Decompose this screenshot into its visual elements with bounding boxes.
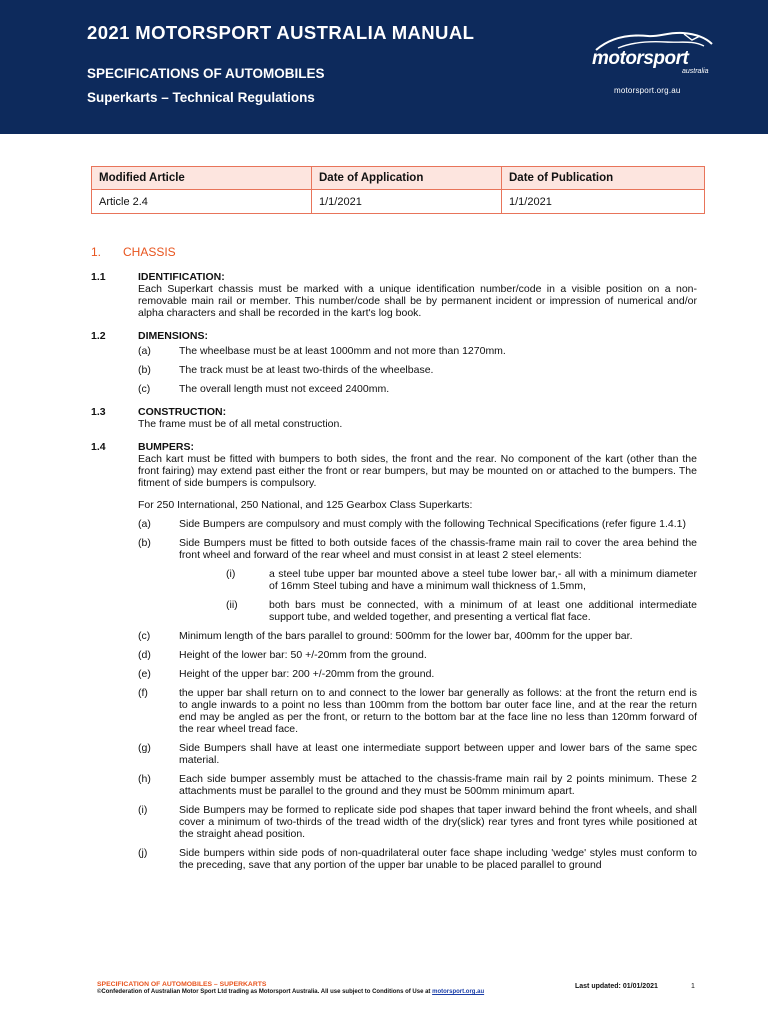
sub-list-item: [226, 599, 697, 623]
article-text: The frame must be of all metal construction.: [138, 418, 343, 430]
article-heading: [91, 406, 697, 418]
page-footer: [97, 981, 697, 995]
list-item: [138, 773, 697, 797]
article-1-2: [91, 330, 697, 395]
item-label: (a): [138, 345, 151, 357]
modified-articles-table: [91, 166, 705, 214]
item-label: (b): [138, 364, 151, 376]
item-text: Height of the upper bar: 200 +/-20mm from the ground.: [179, 668, 435, 680]
item-label: (i): [226, 568, 236, 580]
item-text: Side Bumpers must be fitted to both outside faces of the chassis-frame main rail to cover the area behind the front wheel and forward of the rear wheel and must consist in at least 2 steel elements:: [179, 537, 697, 561]
list-item: [138, 649, 697, 661]
section-number: 1.: [91, 245, 102, 259]
list-item: [138, 383, 697, 395]
item-text: Each side bumper assembly must be attached to the chassis-frame main rail by 2 points minimum. These 2 attachments must be parallel to the ground and they must be 500mm minimum apart.: [179, 773, 697, 797]
article-1-1: [91, 271, 697, 319]
table-cell: Article 2.4: [92, 190, 312, 214]
table-cell: 1/1/2021: [502, 190, 705, 214]
item-text: Height of the lower bar: 50 +/-20mm from the ground.: [179, 649, 427, 661]
item-label: (c): [138, 630, 151, 642]
list-item: [138, 630, 697, 642]
item-label: (j): [138, 847, 148, 859]
item-text: Side Bumpers shall have at least one intermediate support between upper and lower bars of the same spec material.: [179, 742, 697, 766]
table-header-cell: Modified Article: [92, 167, 312, 190]
logo-subword: australia: [682, 68, 709, 75]
article-title: CONSTRUCTION:: [138, 406, 227, 418]
table-cell: 1/1/2021: [312, 190, 502, 214]
list-item: [138, 364, 697, 376]
item-text: Side Bumpers may be formed to replicate side pod shapes that taper inward behind the front wheels, and shall cover a minimum of two-thirds of the tread width of the dry(slick) rear tyres and front tyres while positioned at the straight ahead position.: [179, 804, 697, 840]
document-body: [91, 246, 697, 882]
item-text: The overall length must not exceed 2400mm.: [179, 383, 390, 395]
spec-title: SPECIFICATIONS OF AUTOMOBILES: [87, 66, 325, 81]
site-url[interactable]: motorsport.org.au: [614, 86, 681, 95]
list-item: [138, 518, 697, 530]
item-label: (d): [138, 649, 151, 661]
list-item: [138, 537, 697, 561]
article-title: IDENTIFICATION:: [138, 271, 225, 283]
item-label: (c): [138, 383, 151, 395]
footer-doc-title: SPECIFICATION OF AUTOMOBILES – SUPERKARTS: [97, 981, 267, 988]
item-label: (f): [138, 687, 148, 699]
manual-title: 2021 MOTORSPORT AUSTRALIA MANUAL: [87, 22, 475, 43]
list-item: [138, 687, 697, 735]
section-title: CHASSIS: [123, 245, 176, 259]
motorsport-logo: [588, 30, 718, 80]
article-heading: [91, 441, 697, 453]
article-number: 1.2: [91, 330, 106, 342]
page-number: 1: [691, 983, 695, 990]
article-text: For 250 International, 250 National, and 125 Gearbox Class Superkarts:: [138, 499, 473, 511]
item-text: Side bumpers within side pods of non-quadrilateral outer face shape including 'wedge' styles must conform to the preceding, save that any portion of the upper bar unable to be placed parallel to ground: [179, 847, 697, 871]
table-header-cell: Date of Application: [312, 167, 502, 190]
article-heading: [91, 330, 697, 342]
table-header-row: [92, 167, 705, 190]
item-label: (h): [138, 773, 151, 785]
logo-wordmark: motorsport: [592, 48, 689, 69]
last-updated: Last updated: 01/01/2021: [575, 983, 658, 990]
item-label: (g): [138, 742, 151, 754]
item-label: (a): [138, 518, 151, 530]
article-number: 1.1: [91, 271, 106, 283]
article-1-3: [91, 406, 697, 430]
item-label: (i): [138, 804, 148, 816]
item-text: both bars must be connected, with a minimum of at least one additional intermediate support tube, and welded together, and presenting a vertical flat face.: [269, 599, 697, 623]
document-header: [0, 0, 768, 134]
article-title: BUMPERS:: [138, 441, 195, 453]
copyright-text: ©Confederation of Australian Motor Sport Ltd trading as Motorsport Australia. All use subject to Conditions of Use at: [97, 989, 431, 995]
conditions-link[interactable]: motorsport.org.au: [432, 989, 485, 995]
section-heading: [91, 246, 697, 258]
list-item: [138, 345, 697, 357]
list-item: [138, 668, 697, 680]
article-number: 1.4: [91, 441, 106, 453]
item-label: (e): [138, 668, 151, 680]
article-heading: [91, 271, 697, 283]
table-header-cell: Date of Publication: [502, 167, 705, 190]
list-item: [138, 804, 697, 840]
table-row: [92, 190, 705, 214]
item-text: The wheelbase must be at least 1000mm and not more than 1270mm.: [179, 345, 506, 357]
article-1-4: [91, 441, 697, 871]
item-label: (b): [138, 537, 151, 549]
sub-list-item: [226, 568, 697, 592]
list-item: [138, 742, 697, 766]
item-text: The track must be at least two-thirds of the wheelbase.: [179, 364, 434, 376]
item-text: a steel tube upper bar mounted above a steel tube lower bar,- all with a minimum diameter of 16mm Steel tubing and have a minimum wall thickness of 1.5mm,: [269, 568, 697, 592]
article-text: Each kart must be fitted with bumpers to both sides, the front and the rear. No component of the kart (other than the front fairing) may extend past either the front or rear bumpers, but may be mounted on or attached to the bumpers. The fitment of side bumpers is compulsory.: [138, 453, 697, 489]
article-number: 1.3: [91, 406, 106, 418]
item-text: Minimum length of the bars parallel to ground: 500mm for the lower bar, 400mm for the upper bar.: [179, 630, 633, 642]
item-label: (ii): [226, 599, 238, 611]
item-text: the upper bar shall return on to and connect to the lower bar generally as follows: at the front the return end is to angle inwards to a point no less than 100mm from the bottom bar outer face line, and at the rear the return end may be angled as per the front, or return to the bottom bar at the face line no less than 120mm forward of the rear wheel tread face.: [179, 687, 697, 735]
article-title: DIMENSIONS:: [138, 330, 209, 342]
article-text: Each Superkart chassis must be marked with a unique identification number/code in a visible position on a non-removable main rail or member. This number/code shall be by permanent incident or impression of numerical and/or alpha characters and shall be recorded in the kart's log book.: [138, 283, 697, 319]
item-text: Side Bumpers are compulsory and must comply with the following Technical Specifications (refer figure 1.4.1): [179, 518, 686, 530]
list-item: [138, 847, 697, 871]
sub-title: Superkarts – Technical Regulations: [87, 90, 315, 105]
